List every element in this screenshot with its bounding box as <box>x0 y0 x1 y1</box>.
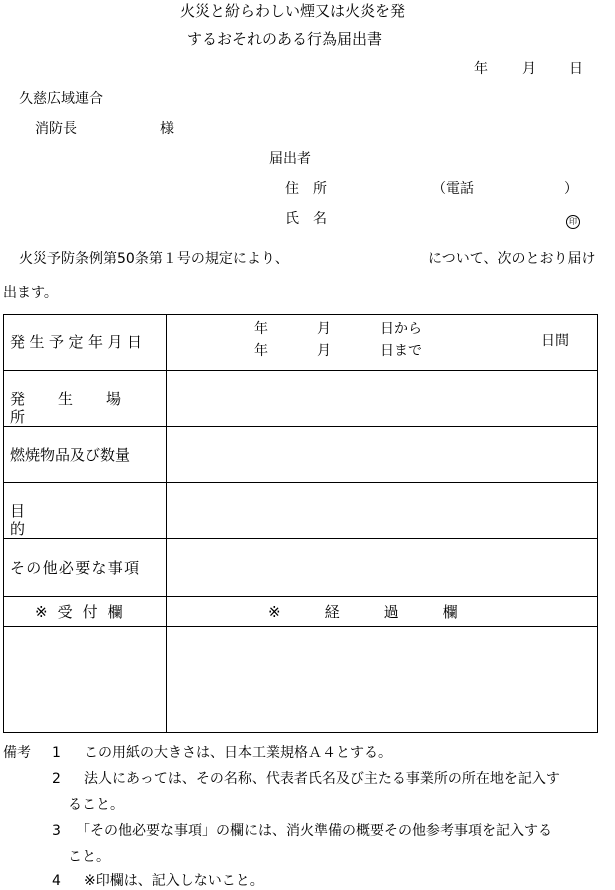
from-month: 月 <box>317 321 331 337</box>
body-text-part1: 火災予防条例第50条第１号の規定により、 <box>19 251 289 267</box>
note-2-text: 法人にあっては、その名称、代表者氏名及び主たる事業所の所在地を記入す <box>84 771 560 787</box>
reception-blank-cell <box>3 626 167 733</box>
body-text-line2: 出ます。 <box>3 285 58 301</box>
seal-icon: 印 <box>566 215 580 229</box>
row-date-label <box>10 333 160 351</box>
from-year: 年 <box>254 321 268 337</box>
note-2-number: 2 <box>52 771 61 787</box>
row-place-label <box>10 390 160 426</box>
row-place-label-cell <box>3 370 167 427</box>
form-title-line2: するおそれのある行為届出書 <box>187 30 383 48</box>
body-text-part2: について、次のとおり届け <box>428 251 596 267</box>
notifier-heading: 届出者 <box>269 151 311 167</box>
to-day: 日まで <box>380 343 422 359</box>
date-day-label: 日 <box>569 61 583 77</box>
form-title-line1: 火災と紛らわしい煙又は火炎を発 <box>180 2 406 20</box>
row-materials-label: 燃焼物品及び数量 <box>10 446 131 464</box>
addressee-honorific: 様 <box>160 121 174 137</box>
notes-heading: 備考 <box>3 745 31 761</box>
row-date-label-text: 発生予定年月日 <box>10 333 147 351</box>
row-other-value-cell[interactable] <box>166 538 598 597</box>
row-other-label-cell <box>3 538 167 597</box>
date-month-label: 月 <box>522 61 536 77</box>
addressee-org: 久慈広域連合 <box>19 91 103 107</box>
row-purpose-label: 目的 <box>10 502 143 538</box>
row-purpose-value-cell[interactable] <box>166 482 598 539</box>
reception-header-cell <box>3 596 167 627</box>
seal-mark <box>566 211 580 229</box>
row-materials-value-cell[interactable] <box>166 426 598 483</box>
row-place-value-cell[interactable] <box>166 370 598 427</box>
to-month: 月 <box>317 343 331 359</box>
row-date-label-cell <box>3 314 167 371</box>
row-materials-label-cell <box>3 426 167 483</box>
date-year-label: 年 <box>474 61 488 77</box>
note-4-text: ※印欄は、記入しないこと。 <box>84 873 264 889</box>
addressee-position: 消防長 <box>35 121 77 137</box>
row-purpose-label-cell <box>3 482 167 539</box>
to-year: 年 <box>254 343 268 359</box>
note-3-text-cont: こと。 <box>68 849 110 865</box>
progress-header: ※経過欄 <box>268 603 502 621</box>
reception-header: ※受付欄 <box>35 603 133 621</box>
progress-header-cell <box>166 596 598 627</box>
notifier-phone-close: ） <box>564 181 578 197</box>
from-day: 日から <box>380 321 422 337</box>
note-4-number: 4 <box>52 873 61 889</box>
note-1-number: 1 <box>52 745 61 761</box>
note-3-number: 3 <box>52 823 61 839</box>
duration-days: 日間 <box>541 333 569 349</box>
note-2-text-cont: ること。 <box>68 797 124 813</box>
notifier-phone-label: （電話 <box>432 181 474 197</box>
notifier-address-label: 住 所 <box>285 181 327 197</box>
row-place-label-text: 発生場所 <box>10 390 155 426</box>
row-other-label: その他必要な事項 <box>10 559 141 577</box>
row-date-value-cell[interactable] <box>166 314 598 371</box>
note-3-text: 「その他必要な事項」の欄には、消火準備の概要その他参考事項を記入する <box>76 823 552 839</box>
notifier-name-label: 氏 名 <box>285 211 327 227</box>
progress-blank-cell <box>166 626 598 733</box>
note-1-text: この用紙の大きさは、日本工業規格Ａ４とする。 <box>84 745 392 761</box>
